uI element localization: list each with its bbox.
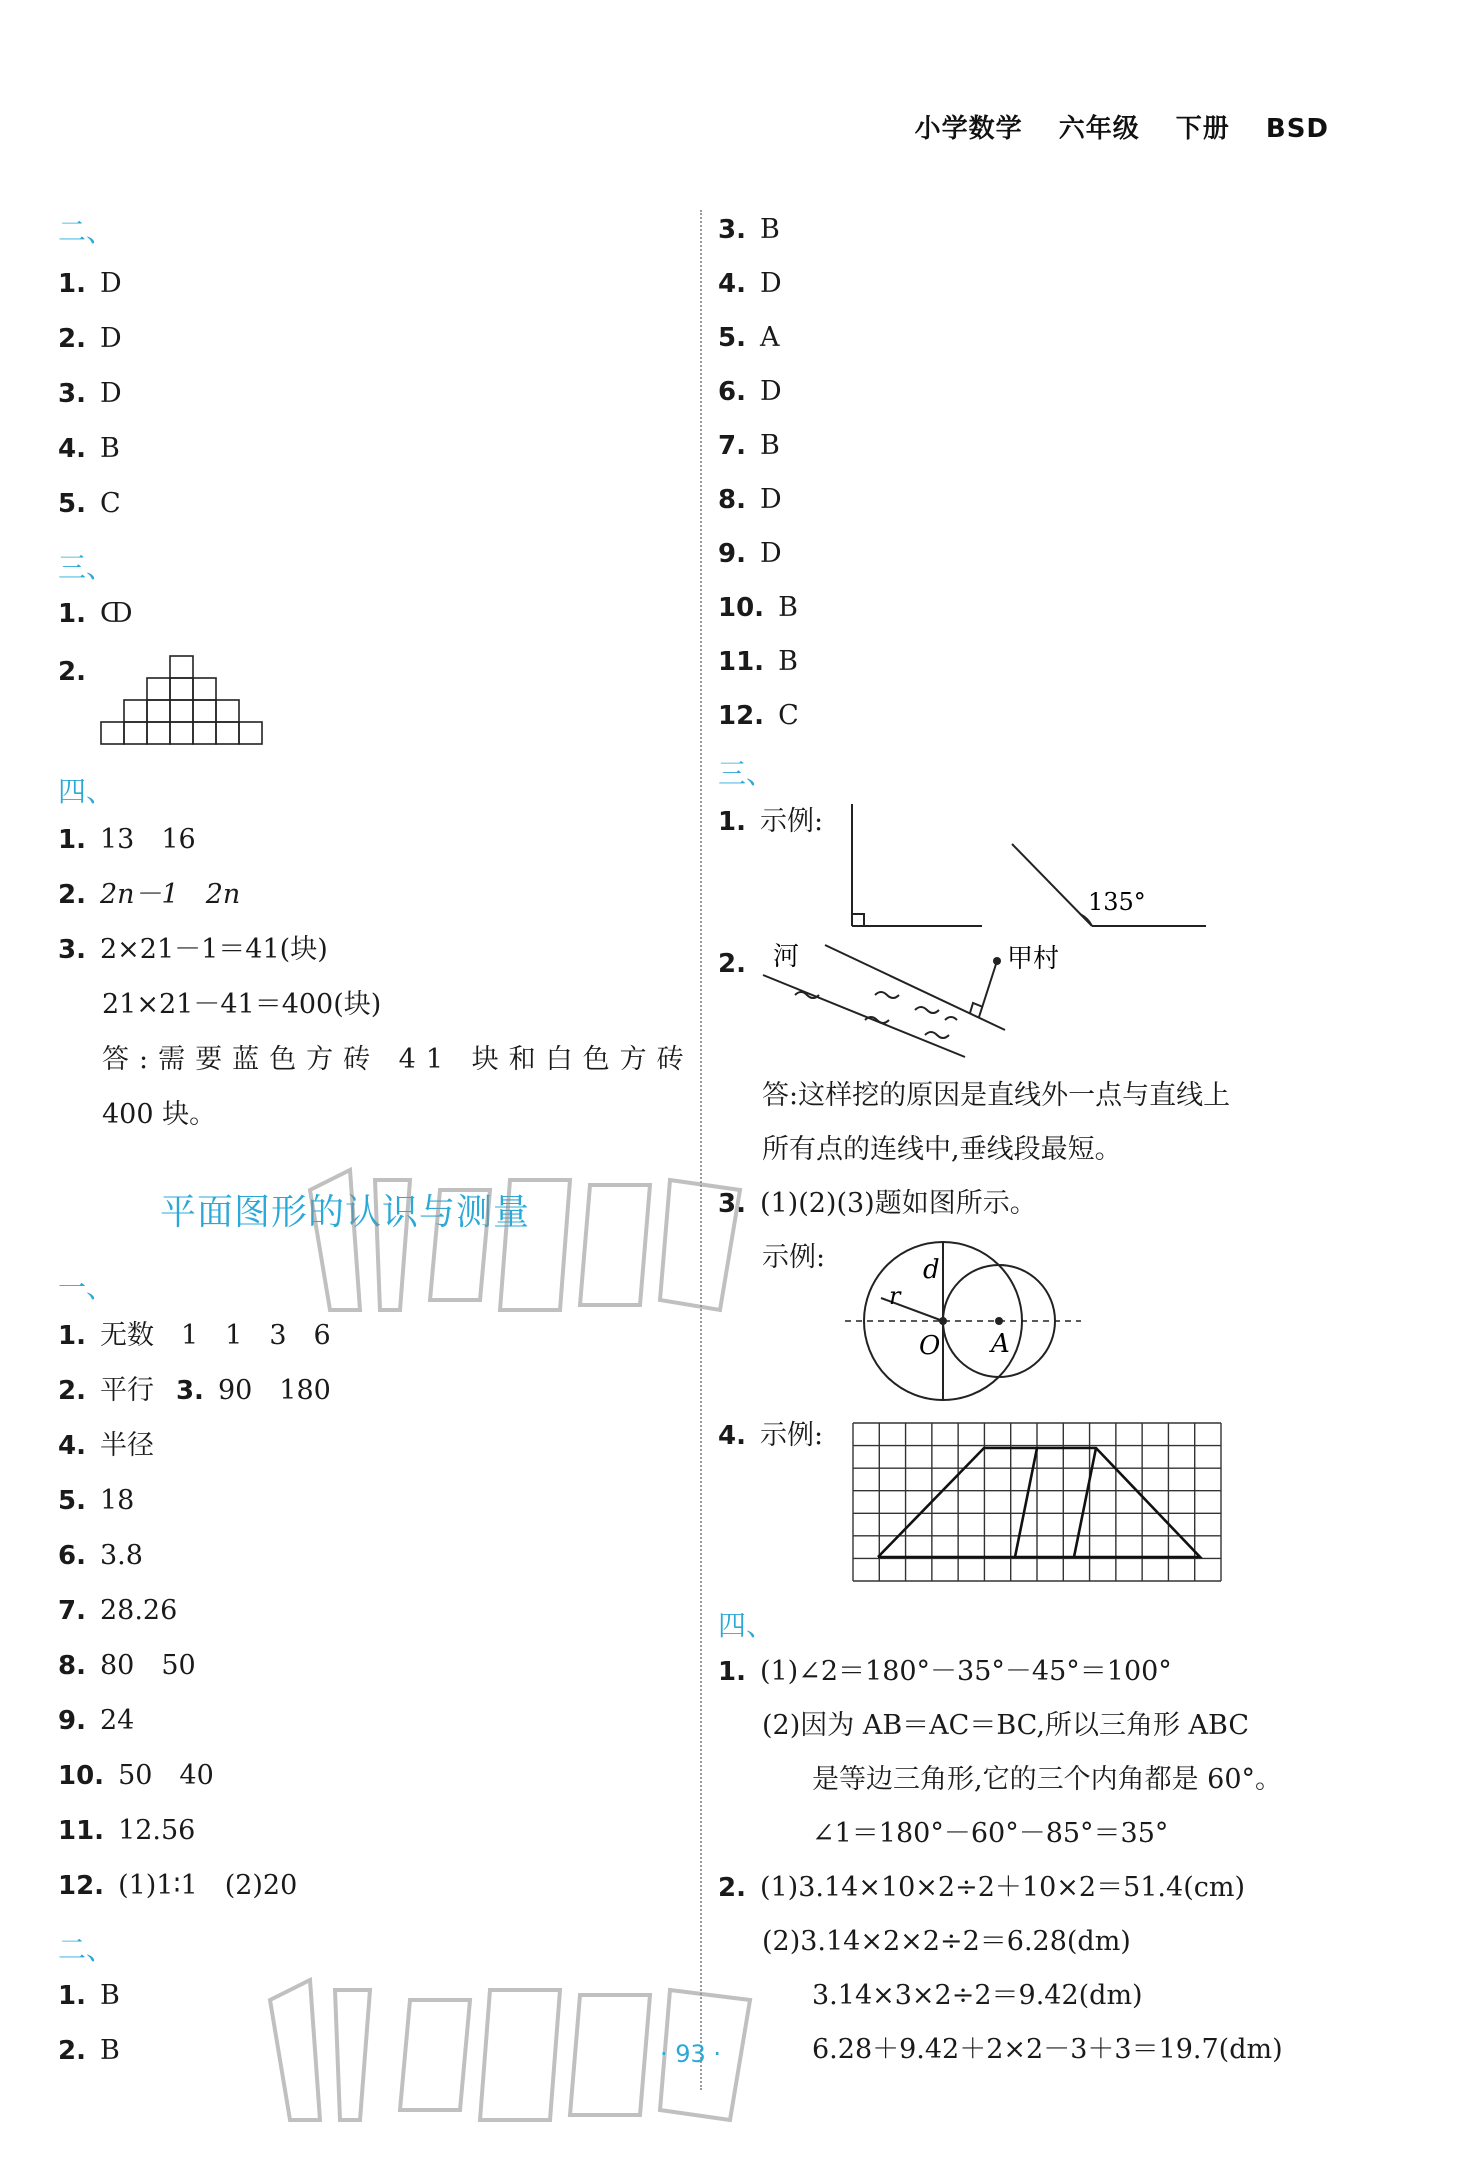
answer-item: 5. 18 — [58, 1485, 135, 1516]
answer-item: 4. 半径 — [58, 1430, 154, 1461]
header-subject: 小学数学 — [914, 114, 1023, 144]
trapezoid-grid-diagram — [852, 1422, 1222, 1582]
answer-item: 4. D — [718, 268, 782, 299]
answer-item: 3. D — [58, 378, 122, 409]
answer-item: 10. B — [718, 592, 798, 623]
page-number: · 93 · — [660, 2040, 722, 2068]
answer-item: 6. D — [718, 376, 782, 407]
answer-item: 9. D — [718, 538, 782, 569]
answer-item: 2. B — [58, 2035, 120, 2066]
section-heading: 四、 — [58, 775, 115, 808]
answer-line: 答:需要蓝色方砖 41 块和白色方砖 — [102, 1044, 694, 1075]
answer-line: 是等边三角形,它的三个内角都是 60°。 — [812, 1764, 1283, 1795]
answer-item: 7. 28.26 — [58, 1595, 178, 1626]
answer-item: 4. B — [58, 433, 120, 464]
answer-item: 8. D — [718, 484, 782, 515]
answer-line: 3.14×3×2÷2＝9.42(dm) — [812, 1980, 1143, 2011]
answer-item: 8. 80 50 — [58, 1650, 196, 1681]
answer-item: 4. 示例: — [718, 1420, 824, 1451]
header-volume: 下册 — [1175, 114, 1230, 144]
column-divider — [700, 210, 702, 2090]
answer-item: 2. D — [58, 323, 122, 354]
section-heading: 四、 — [718, 1609, 775, 1642]
label-O: O — [919, 1331, 941, 1361]
answer-item: 5. C — [58, 488, 121, 519]
section-heading: 一、 — [58, 1271, 115, 1304]
answer-item: 2. (1)3.14×10×2÷2＋10×2＝51.4(cm) — [718, 1872, 1245, 1903]
answer-line: 21×21－41＝400(块) — [102, 989, 382, 1020]
watermark-logo-top — [290, 1150, 770, 1330]
answer-item: 1. D — [58, 268, 122, 299]
answer-item: 9. 24 — [58, 1705, 135, 1736]
label-d: d — [923, 1255, 940, 1285]
header-edition: BSD — [1265, 114, 1329, 144]
answer-item: 1. 无数 1 1 3 6 — [58, 1320, 331, 1351]
answer-item: 2. 2n－1 2n — [58, 879, 241, 910]
answer-item: 2. 平行 3. 90 180 — [58, 1375, 331, 1406]
answer-item: 10. 50 40 — [58, 1760, 214, 1791]
answer-item: 2. — [58, 657, 86, 687]
page-header — [889, 108, 1329, 145]
answer-item: 1. 13 16 — [58, 824, 196, 855]
answer-item: 1. (1)∠2＝180°－35°－45°＝100° — [718, 1656, 1172, 1687]
label-A: A — [991, 1329, 1010, 1359]
header-grade: 六年级 — [1058, 114, 1140, 144]
river-village-diagram — [755, 935, 1075, 1065]
answer-item: 2. — [718, 949, 746, 979]
village-label: 甲村 — [1007, 944, 1060, 974]
answer-item: 6. 3.8 — [58, 1540, 143, 1571]
section-heading: 二、 — [58, 1933, 115, 1966]
label-r: r — [889, 1282, 901, 1310]
answer-item: 1. ↀ — [58, 598, 133, 629]
answer-item: 3. B — [718, 214, 780, 245]
block-staircase-figure — [100, 654, 266, 746]
river-label: 河 — [773, 942, 800, 972]
answer-line: 所有点的连线中,垂线段最短。 — [762, 1134, 1122, 1165]
answer-line: 答:这样挖的原因是直线外一点与直线上 — [762, 1080, 1231, 1111]
answer-item: 1. B — [58, 1980, 120, 2011]
section-heading: 三、 — [58, 551, 115, 584]
answer-line: 400 块。 — [102, 1099, 217, 1130]
answer-item: 12. C — [718, 700, 799, 731]
angle-diagrams — [840, 800, 1220, 935]
answer-item: 3. (1)(2)(3)题如图所示。 — [718, 1188, 1037, 1219]
section-heading: 三、 — [718, 757, 775, 790]
answer-item: 11. 12.56 — [58, 1815, 196, 1846]
answer-item: 1. 示例: — [718, 806, 824, 837]
answer-line: (2)因为 AB＝AC＝BC,所以三角形 ABC — [762, 1710, 1250, 1741]
answer-item: 5. A — [718, 322, 780, 353]
example-label: 示例: — [762, 1242, 826, 1273]
angle-label: 135° — [1088, 888, 1146, 916]
answer-line: (2)3.14×2×2÷2＝6.28(dm) — [762, 1926, 1131, 1957]
answer-line: 6.28＋9.42＋2×2－3＋3＝19.7(dm) — [812, 2034, 1283, 2065]
section-heading: 二、 — [58, 215, 115, 248]
answer-item: 11. B — [718, 646, 798, 677]
unit-title: 平面图形的认识与测量 — [160, 1192, 531, 1233]
answer-item: 7. B — [718, 430, 780, 461]
answer-line: ∠1＝180°－60°－85°＝35° — [812, 1818, 1169, 1849]
answer-item: 12. (1)1∶1 (2)20 — [58, 1870, 298, 1901]
answer-item: 3. 2×21－1＝41(块) — [58, 934, 328, 965]
circles-diagram — [845, 1236, 1085, 1406]
